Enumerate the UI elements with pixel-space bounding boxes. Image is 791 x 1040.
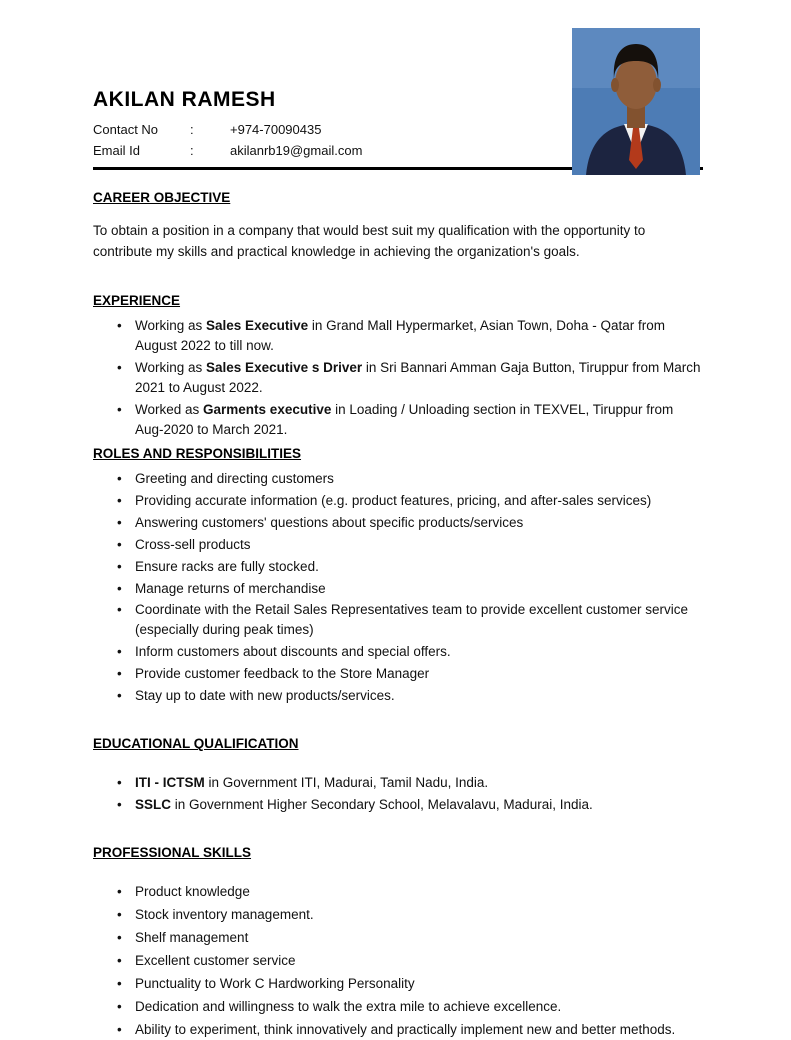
skills-item: • Shelf management (117, 928, 703, 948)
section-title-experience: EXPERIENCE (93, 292, 181, 308)
email-colon: : (190, 143, 194, 158)
experience-item (117, 400, 703, 440)
experience-item-suffix: in Grand Mall Hypermarket, Asian Town, Doha - Qatar from August 2022 to till now. (135, 317, 665, 353)
skills-item: • Punctuality to Work C Hardworking Personality (117, 974, 703, 994)
experience-item (117, 358, 703, 398)
profile-photo-graphic (572, 28, 700, 175)
experience-list (117, 316, 703, 440)
skills-item: • Stock inventory management. (117, 905, 703, 925)
experience-item-suffix: in Sri Bannari Amman Gaja Button, Tiruppur from March 2021 to August 2022. (135, 359, 701, 395)
roles-item: • Ensure racks are fully stocked. (117, 557, 703, 577)
experience-item-prefix: Working as (135, 317, 207, 333)
experience-item-role: Sales Executive s Driver (206, 359, 363, 375)
experience-item-suffix: in Loading / Unloading section in TEXVEL, Tiruppur from Aug-2020 to March 2021. (135, 401, 674, 437)
section-title-roles: ROLES AND RESPONSIBILITIES (93, 445, 302, 461)
roles-item: • Cross-sell products (117, 535, 703, 555)
roles-item: • Stay up to date with new products/services. (117, 686, 703, 706)
education-list (117, 773, 703, 815)
education-item-degree: ITI - ICTSM (135, 775, 205, 791)
experience-item-role: Sales Executive (206, 317, 309, 333)
contact-colon: : (190, 122, 194, 137)
education-item (117, 795, 703, 815)
roles-list (117, 469, 703, 707)
contact-label: Contact No (93, 122, 159, 137)
page-title: AKILAN RAMESH (93, 88, 276, 111)
phone-number: +974-70090435 (230, 122, 322, 137)
roles-item: • Provide customer feedback to the Store Manager (117, 664, 703, 684)
skills-item: • Dedication and willingness to walk the extra mile to achieve excellence. (117, 997, 703, 1017)
experience-item-prefix: Worked as (135, 401, 204, 417)
skills-item: • Product knowledge (117, 882, 703, 902)
education-item (117, 773, 703, 793)
section-title-career-objective: CAREER OBJECTIVE (93, 190, 231, 205)
roles-item: • Coordinate with the Retail Sales Representatives team to provide excellent customer service (especially during peak times) (117, 600, 703, 640)
career-objective-text: To obtain a position in a company that would best suit my qualification with the opportunity to contribute my skills and practical knowledge in achieving the organization's goals. (93, 223, 646, 259)
skills-list (117, 882, 703, 1040)
roles-item: • Manage returns of merchandise (117, 579, 703, 599)
education-item-detail: in Government ITI, Madurai, Tamil Nadu, India. (204, 775, 489, 791)
experience-item (117, 316, 703, 356)
email-address: akilanrb19@gmail.com (230, 143, 363, 158)
roles-item: • Answering customers' questions about specific products/services (117, 513, 703, 533)
skills-item: • Ability to experiment, think innovatively and practically implement new and better methods. (117, 1020, 703, 1040)
section-title-education: EDUCATIONAL QUALIFICATION (93, 736, 299, 752)
email-label: Email Id (93, 143, 140, 158)
roles-item: • Greeting and directing customers (117, 469, 703, 489)
skills-item: • Excellent customer service (117, 951, 703, 971)
experience-item-prefix: Working as (135, 359, 207, 375)
section-title-skills: PROFESSIONAL SKILLS (93, 845, 252, 861)
roles-item: • Inform customers about discounts and special offers. (117, 642, 703, 662)
profile-photo (572, 28, 700, 175)
experience-item-role: Garments executive (203, 401, 332, 417)
education-item-degree: SSLC (135, 797, 172, 813)
education-item-detail: in Government Higher Secondary School, Melavalavu, Madurai, India. (171, 797, 593, 813)
roles-item: • Providing accurate information (e.g. product features, pricing, and after-sales services) (117, 491, 703, 511)
